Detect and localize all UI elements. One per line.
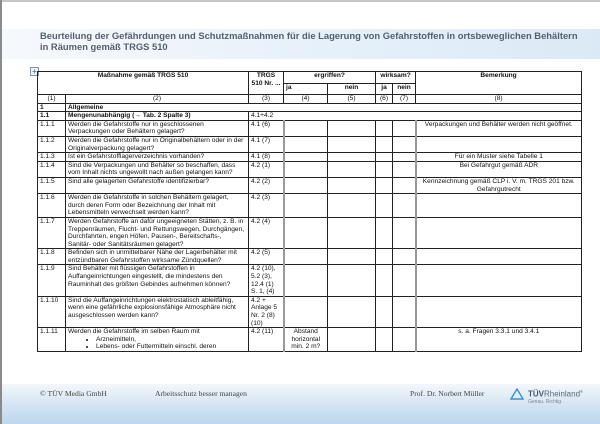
row-remark-text: Bei Gefahrgut gemäß ADR bbox=[459, 161, 538, 169]
row-remark[interactable] bbox=[416, 153, 582, 162]
row-remark-text: s. a. Fragen 3.3.1 und 3.4.1 bbox=[458, 328, 540, 336]
ergriffen-nein-cell[interactable] bbox=[328, 296, 376, 327]
row-question bbox=[66, 328, 249, 352]
document-title: Beurteilung der Gefährdungen und Schutzmaßnahmen für die Lagerung von Gefahrstoffen in ortsbeweglichen Behältern in Räumen gemäß TRGS 510 bbox=[40, 30, 578, 52]
row-number-text: 1.1.8 bbox=[40, 249, 55, 257]
tuv-logo-text bbox=[528, 389, 583, 399]
tuv-logo-reg: ® bbox=[580, 389, 583, 394]
row-number-text: 1.1.11 bbox=[40, 328, 58, 336]
table-row bbox=[38, 265, 582, 296]
row-remark[interactable] bbox=[416, 136, 582, 152]
wirksam-nein-cell[interactable] bbox=[393, 194, 416, 218]
wirksam-ja-cell[interactable] bbox=[376, 265, 393, 296]
row-remark[interactable] bbox=[416, 249, 582, 265]
row-trgs-ref bbox=[249, 153, 284, 162]
table-row bbox=[38, 217, 582, 248]
wirksam-ja-cell[interactable] bbox=[376, 120, 393, 136]
row-remark[interactable] bbox=[416, 328, 582, 352]
wirksam-nein-cell[interactable] bbox=[393, 296, 416, 327]
wirksam-ja-cell[interactable] bbox=[376, 153, 393, 162]
row-question-text: Ist ein Gefahrstofflagerverzeichnis vorhanden? bbox=[68, 153, 205, 161]
wirksam-nein-cell[interactable] bbox=[393, 328, 416, 352]
row-trgs-ref-text: 4.1 (8) bbox=[251, 153, 271, 161]
subsection-number: 1.1 bbox=[38, 112, 66, 121]
row-number bbox=[38, 296, 66, 327]
row-trgs-ref bbox=[249, 328, 284, 352]
row-trgs-ref-text: 4.2 (11) bbox=[251, 328, 274, 336]
subsection-row bbox=[38, 112, 582, 121]
row-question bbox=[66, 265, 249, 296]
row-number-text: 1.1.1 bbox=[40, 120, 55, 128]
row-remark-text: Verpackungen und Behälter werden nicht geöffnet. bbox=[424, 120, 573, 128]
wirksam-nein-cell[interactable] bbox=[393, 265, 416, 296]
row-remark[interactable] bbox=[416, 265, 582, 296]
row-trgs-ref bbox=[249, 161, 284, 177]
row-number bbox=[38, 265, 66, 296]
wirksam-ja-cell[interactable] bbox=[376, 217, 393, 248]
row-question bbox=[66, 136, 249, 152]
row-trgs-ref bbox=[249, 217, 284, 248]
wirksam-nein-cell[interactable] bbox=[393, 153, 416, 162]
row-trgs-ref bbox=[249, 265, 284, 296]
row-remark-text: Kennzeichnung gemäß CLP i. V. m. TRGS 201 bzw. Gefahrgutrecht bbox=[422, 177, 575, 193]
row-number-text: 1.1.9 bbox=[40, 265, 55, 273]
row-number bbox=[38, 120, 66, 136]
header-ergriffen-ja: ja bbox=[284, 83, 328, 95]
header-ergriffen-nein: nein bbox=[328, 83, 376, 95]
table-row bbox=[38, 328, 582, 352]
wirksam-nein-cell[interactable] bbox=[393, 217, 416, 248]
row-number-text: 1.1.6 bbox=[40, 194, 55, 202]
header-wirksam-nein: nein bbox=[393, 83, 416, 95]
row-question bbox=[66, 153, 249, 162]
tuv-triangle-logo-icon bbox=[510, 388, 524, 400]
ergriffen-nein-cell[interactable] bbox=[328, 153, 376, 162]
row-number bbox=[38, 194, 66, 218]
row-question-text: Sind die Auffangeinrichtungen elektrostatisch ableitfähig, wenn eine gefährliche explosionsfähige Atmosphäre nicht ausgeschlossen werden kann? bbox=[68, 296, 236, 320]
section-row bbox=[38, 103, 582, 112]
wirksam-ja-cell[interactable] bbox=[376, 161, 393, 177]
table-row bbox=[38, 161, 582, 177]
colnum-6: (6) bbox=[376, 95, 393, 104]
ergriffen-ja-cell[interactable] bbox=[284, 249, 328, 265]
ergriffen-ja-cell[interactable] bbox=[284, 217, 328, 248]
ergriffen-nein-cell[interactable] bbox=[328, 120, 376, 136]
ergriffen-ja-cell[interactable] bbox=[284, 161, 328, 177]
row-trgs-ref-text: 4.2 (4) bbox=[251, 217, 271, 225]
row-trgs-ref bbox=[249, 136, 284, 152]
window-top-border bbox=[0, 0, 600, 2]
row-trgs-ref-text: 4.2 (5) bbox=[251, 249, 271, 257]
header-ergriffen: ergriffen? bbox=[284, 72, 376, 84]
row-number bbox=[38, 328, 66, 352]
section-label: Allgemeine bbox=[66, 103, 582, 112]
table-row bbox=[38, 194, 582, 218]
row-number-text: 1.1.10 bbox=[40, 296, 59, 304]
bullet-list bbox=[68, 336, 246, 351]
ergriffen-ja-cell-text: Abstand horizontal min. 2 m? bbox=[291, 328, 321, 351]
assessment-table bbox=[37, 71, 582, 352]
row-question bbox=[66, 194, 249, 218]
row-question bbox=[66, 120, 249, 136]
row-question-text: Sind die Verpackungen und Behälter so beschaffen, dass vom Inhalt nichts ungewollt nach außen gelangen kann? bbox=[68, 161, 236, 177]
row-remark[interactable] bbox=[416, 161, 582, 177]
tuv-logo-bold: TÜV bbox=[528, 389, 544, 399]
row-question-text: Werden die Gefahrstoffe in solchen Behältern gelagert, durch deren Form oder Bezeichnung der Inhalt mit Lebensmitteln verwechselt werden kann? bbox=[68, 194, 229, 217]
table-row bbox=[38, 177, 582, 193]
wirksam-nein-cell[interactable] bbox=[393, 161, 416, 177]
footer-slogan: Arbeitsschutz besser managen bbox=[155, 389, 247, 398]
ergriffen-nein-cell[interactable] bbox=[328, 265, 376, 296]
colnum-5: (5) bbox=[328, 95, 376, 104]
ergriffen-ja-cell[interactable] bbox=[284, 120, 328, 136]
wirksam-nein-cell[interactable] bbox=[393, 177, 416, 193]
row-question bbox=[66, 217, 249, 248]
row-remark[interactable] bbox=[416, 296, 582, 327]
wirksam-nein-cell[interactable] bbox=[393, 120, 416, 136]
colnum-3: (3) bbox=[249, 95, 284, 104]
header-row-1 bbox=[38, 72, 582, 84]
row-number-text: 1.1.3 bbox=[40, 153, 55, 161]
row-question-text: Werden die Gefahrstoffe nur in Originalbehältern oder in der Originalverpackung gelagert? bbox=[68, 136, 244, 152]
ergriffen-ja-cell[interactable] bbox=[284, 194, 328, 218]
table-row bbox=[38, 153, 582, 162]
row-number-text: 1.1.7 bbox=[40, 217, 55, 225]
row-question-text: Werden Gefahrstoffe an dafür ungeeigneten Stätten, z. B. in Treppenräumen, Flucht- und Rettungswegen, Durchgängen, Durchfahrten, engen Höfen, Pausen-, Bereitschafts-, Sanitär- oder Sanitätsräumen gelagert? bbox=[68, 217, 245, 248]
table-row bbox=[38, 136, 582, 152]
table-row bbox=[38, 296, 582, 327]
row-question bbox=[66, 296, 249, 327]
row-trgs-ref-text: 4.2 (1) bbox=[251, 161, 271, 169]
wirksam-ja-cell[interactable] bbox=[376, 249, 393, 265]
row-question bbox=[66, 177, 249, 193]
wirksam-nein-cell[interactable] bbox=[393, 249, 416, 265]
ergriffen-ja-cell[interactable] bbox=[284, 177, 328, 193]
header-bemerkung: Bemerkung bbox=[416, 72, 582, 95]
row-question-text: Werden die Gefahrstoffe im selben Raum mit bbox=[68, 328, 200, 336]
row-trgs-ref-text: 4.1 (7) bbox=[251, 136, 271, 144]
header-wirksam-ja: ja bbox=[376, 83, 393, 95]
ergriffen-ja-cell[interactable] bbox=[284, 153, 328, 162]
ergriffen-nein-cell[interactable] bbox=[328, 161, 376, 177]
ergriffen-nein-cell[interactable] bbox=[328, 217, 376, 248]
row-number bbox=[38, 217, 66, 248]
row-remark[interactable] bbox=[416, 177, 582, 193]
expand-table-icon[interactable]: + bbox=[30, 67, 39, 76]
footer-author: Prof. Dr. Norbert Müller bbox=[410, 389, 485, 398]
row-number bbox=[38, 136, 66, 152]
column-number-row bbox=[38, 95, 582, 104]
ergriffen-nein-cell[interactable] bbox=[328, 194, 376, 218]
row-trgs-ref-text: 4.2 + Anlage 5 Nr. 2 (8) (10) bbox=[251, 296, 278, 327]
row-trgs-ref bbox=[249, 194, 284, 218]
row-trgs-ref bbox=[249, 249, 284, 265]
row-question bbox=[66, 249, 249, 265]
table-row bbox=[38, 120, 582, 136]
table-row bbox=[38, 249, 582, 265]
row-question-text: Sind alle gelagerten Gefahrstoffe identifizierbar? bbox=[68, 177, 209, 185]
window-left-border bbox=[0, 0, 2, 424]
ergriffen-nein-cell[interactable] bbox=[328, 249, 376, 265]
row-trgs-ref bbox=[249, 296, 284, 327]
ergriffen-ja-cell[interactable] bbox=[284, 265, 328, 296]
row-number bbox=[38, 249, 66, 265]
row-trgs-ref-text: 4.2 (10), 5.2 (3), 12.4 (1) S. 1, (4) bbox=[251, 265, 276, 296]
colnum-1: (1) bbox=[38, 95, 66, 104]
wirksam-ja-cell[interactable] bbox=[376, 194, 393, 218]
row-remark[interactable] bbox=[416, 217, 582, 248]
ergriffen-ja-cell[interactable] bbox=[284, 328, 328, 352]
ergriffen-ja-cell[interactable] bbox=[284, 136, 328, 152]
ergriffen-ja-cell[interactable] bbox=[284, 296, 328, 327]
ergriffen-nein-cell[interactable] bbox=[328, 136, 376, 152]
wirksam-ja-cell[interactable] bbox=[376, 328, 393, 352]
ergriffen-nein-cell[interactable] bbox=[328, 177, 376, 193]
row-question-text: Sind Behälter mit flüssigen Gefahrstoffen in Auffangeinrichtungen eingestellt, die mindestens den Rauminhalt des größten Gebindes aufnehmen können? bbox=[68, 265, 231, 288]
row-trgs-ref-text: 4.2 (2) bbox=[251, 177, 271, 185]
row-question bbox=[66, 161, 249, 177]
colnum-7: (7) bbox=[393, 95, 416, 104]
colnum-8: (8) bbox=[416, 95, 582, 104]
tuv-tagline: Genau. Richtig. bbox=[528, 399, 563, 405]
wirksam-ja-cell[interactable] bbox=[376, 177, 393, 193]
header-wirksam: wirksam? bbox=[376, 72, 416, 84]
colnum-2: (2) bbox=[66, 95, 249, 104]
row-remark[interactable] bbox=[416, 120, 582, 136]
subsection-ref: 4.1+4.2 bbox=[249, 112, 582, 121]
row-trgs-ref-text: 4.1 (6) bbox=[251, 120, 271, 128]
section-number: 1 bbox=[38, 103, 66, 112]
row-question-text: Werden die Gefahrstoffe nur in geschlossenen Verpackungen oder Behältern gelagert? bbox=[68, 120, 204, 136]
row-number bbox=[38, 153, 66, 162]
row-question-text: Befinden sich in unmittelbarer Nähe der Lagerbehälter mit entzündbaren Gefahrstoffen wirksame Zündquellen? bbox=[68, 249, 237, 264]
row-number-text: 1.1.4 bbox=[40, 161, 55, 169]
row-remark-text: Für ein Muster siehe Tabelle 1 bbox=[454, 153, 543, 161]
row-trgs-ref-text: 4.2 (3) bbox=[251, 194, 271, 202]
row-number-text: 1.1.2 bbox=[40, 136, 55, 144]
row-trgs-ref bbox=[249, 120, 284, 136]
wirksam-nein-cell[interactable] bbox=[393, 136, 416, 152]
subsection-label: Mengenunabhängig (→ Tab. 2 Spalte 3) bbox=[66, 112, 249, 121]
row-number bbox=[38, 161, 66, 177]
row-number-text: 1.1.5 bbox=[40, 177, 55, 185]
header-massnahme: Maßnahme gemäß TRGS 510 bbox=[38, 72, 249, 95]
ergriffen-nein-cell[interactable] bbox=[328, 328, 376, 352]
row-number bbox=[38, 177, 66, 193]
wirksam-ja-cell[interactable] bbox=[376, 136, 393, 152]
row-trgs-ref bbox=[249, 177, 284, 193]
bullet-item: • Lebens- oder Futtermitteln einschl. deren bbox=[96, 343, 246, 351]
colnum-4: (4) bbox=[284, 95, 328, 104]
tuv-logo-rest: Rheinland bbox=[544, 389, 581, 399]
bullet-item: • Arzneimitteln, bbox=[96, 336, 246, 344]
wirksam-ja-cell[interactable] bbox=[376, 296, 393, 327]
header-trgs: TRGS 510 Nr. ... bbox=[249, 72, 284, 95]
footer-copyright: © TÜV Media GmbH bbox=[40, 389, 107, 398]
row-remark[interactable] bbox=[416, 194, 582, 218]
